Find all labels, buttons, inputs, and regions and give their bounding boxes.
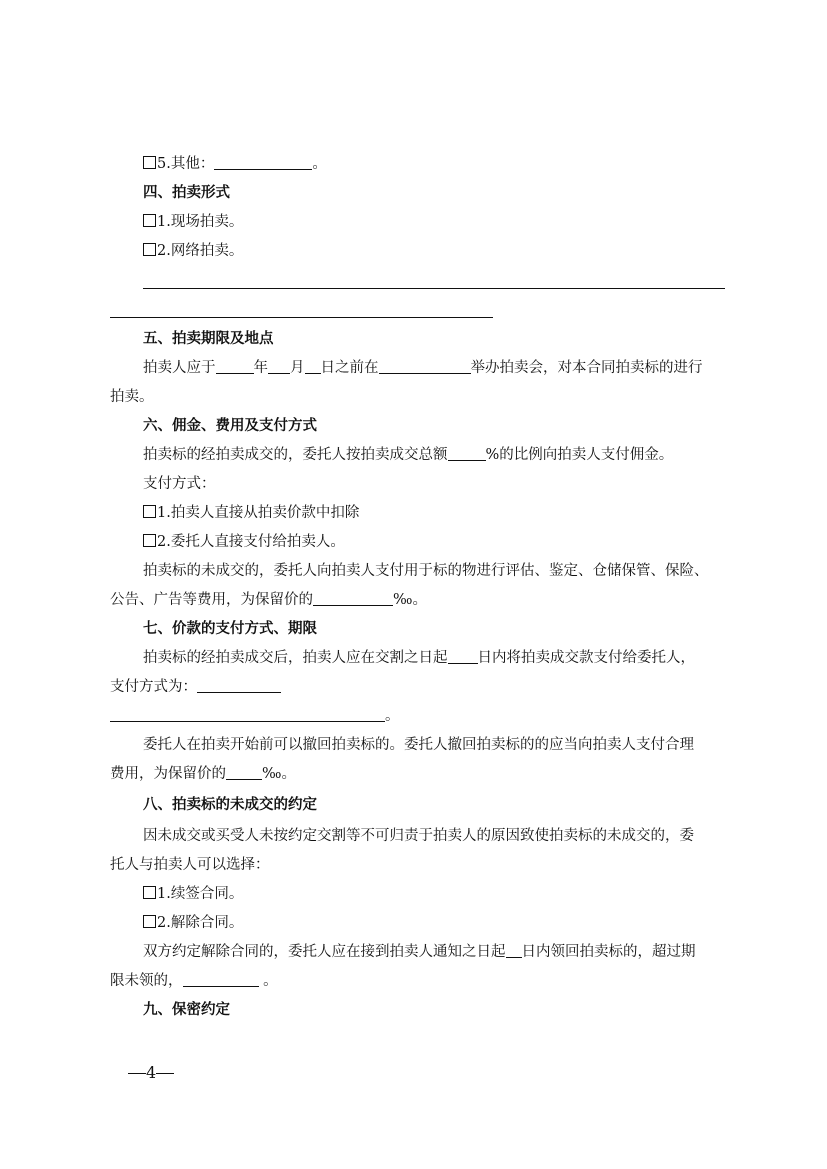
fill-blank[interactable] <box>214 154 312 170</box>
onsite-auction-option: 1.现场拍卖。 <box>143 212 243 232</box>
fill-line[interactable] <box>110 317 493 318</box>
unsold-fee-paragraph-cont: 公告、广告等费用，为保留价的 ‰。 <box>110 592 427 608</box>
section5-heading: 五、拍卖期限及地点 <box>143 331 274 347</box>
unsold-paragraph-cont: 托人与拍卖人可以选择： <box>110 857 270 873</box>
commission-paragraph: 拍卖标的经拍卖成交的，委托人按拍卖成交总额 %的比例向拍卖人支付佣金。 <box>143 447 674 463</box>
withdrawal-paragraph: 委托人在拍卖开始前可以撤回拍卖标的。委托人撤回拍卖标的的应当向拍卖人支付合理 <box>143 737 694 753</box>
payment-method-label: 支付方式： <box>143 476 216 492</box>
payment-method-line-cont: 。 <box>110 706 400 726</box>
fill-blank[interactable] <box>379 358 471 374</box>
online-auction-option: 2.网络拍卖。 <box>143 241 243 261</box>
section8-heading: 八、拍卖标的未成交的约定 <box>143 797 317 813</box>
fill-blank[interactable] <box>226 764 262 780</box>
checkbox[interactable] <box>143 534 156 547</box>
checkbox[interactable] <box>143 156 156 169</box>
fill-blank[interactable] <box>313 590 393 606</box>
section5-paragraph-cont: 拍卖。 <box>110 389 154 405</box>
checkbox[interactable] <box>143 505 156 518</box>
section9-heading: 九、保密约定 <box>143 1002 230 1018</box>
fill-blank[interactable] <box>506 942 522 958</box>
terminate-option: 2.解除合同。 <box>143 913 243 933</box>
termination-paragraph-cont: 限未领的， 。 <box>110 973 278 989</box>
termination-paragraph: 双方约定解除合同的，委托人应在接到拍卖人通知之日起 日内领回拍卖标的，超过期 <box>143 944 696 960</box>
checkbox[interactable] <box>143 243 156 256</box>
withdrawal-paragraph-cont: 费用，为保留价的 ‰。 <box>110 766 296 782</box>
payment-term-paragraph: 拍卖标的经拍卖成交后，拍卖人应在交割之日起 日内将拍卖成交款支付给委托人， <box>143 650 695 666</box>
unsold-paragraph: 因未成交或买受人未按约定交割等不可归责于拍卖人的原因致使拍卖标的未成交的，委 <box>143 828 694 844</box>
payment-method-line: 支付方式为： <box>110 677 281 697</box>
fill-blank[interactable] <box>448 648 478 664</box>
section4-heading: 四、拍卖形式 <box>143 185 230 201</box>
fill-blank[interactable] <box>305 358 321 374</box>
page-number: 4 <box>128 1063 174 1083</box>
fill-blank[interactable] <box>197 677 281 693</box>
deduct-option: 1.拍卖人直接从拍卖价款中扣除 <box>143 503 359 523</box>
dash-left <box>128 1073 146 1074</box>
checkbox[interactable] <box>143 915 156 928</box>
renew-option: 1.续签合同。 <box>143 884 243 904</box>
fill-blank[interactable] <box>110 706 385 722</box>
section6-heading: 六、佣金、费用及支付方式 <box>143 418 317 434</box>
unsold-fee-paragraph: 拍卖标的未成交的，委托人向拍卖人支付用于标的物进行评估、鉴定、仓储保管、保险、 <box>143 563 709 579</box>
fill-line[interactable] <box>143 288 725 289</box>
dash-right <box>156 1073 174 1074</box>
section7-heading: 七、价款的支付方式、期限 <box>143 621 317 637</box>
checkbox[interactable] <box>143 214 156 227</box>
fill-blank[interactable] <box>268 358 290 374</box>
section5-paragraph: 拍卖人应于 年 月 日之前在 举办拍卖会，对本合同拍卖标的进行 <box>143 360 703 376</box>
other-option-line: 5.其他： 。 <box>143 154 327 174</box>
fill-blank[interactable] <box>183 971 259 987</box>
fill-blank[interactable] <box>448 445 486 461</box>
checkbox[interactable] <box>143 886 156 899</box>
direct-pay-option: 2.委托人直接支付给拍卖人。 <box>143 532 345 552</box>
fill-blank[interactable] <box>216 358 254 374</box>
